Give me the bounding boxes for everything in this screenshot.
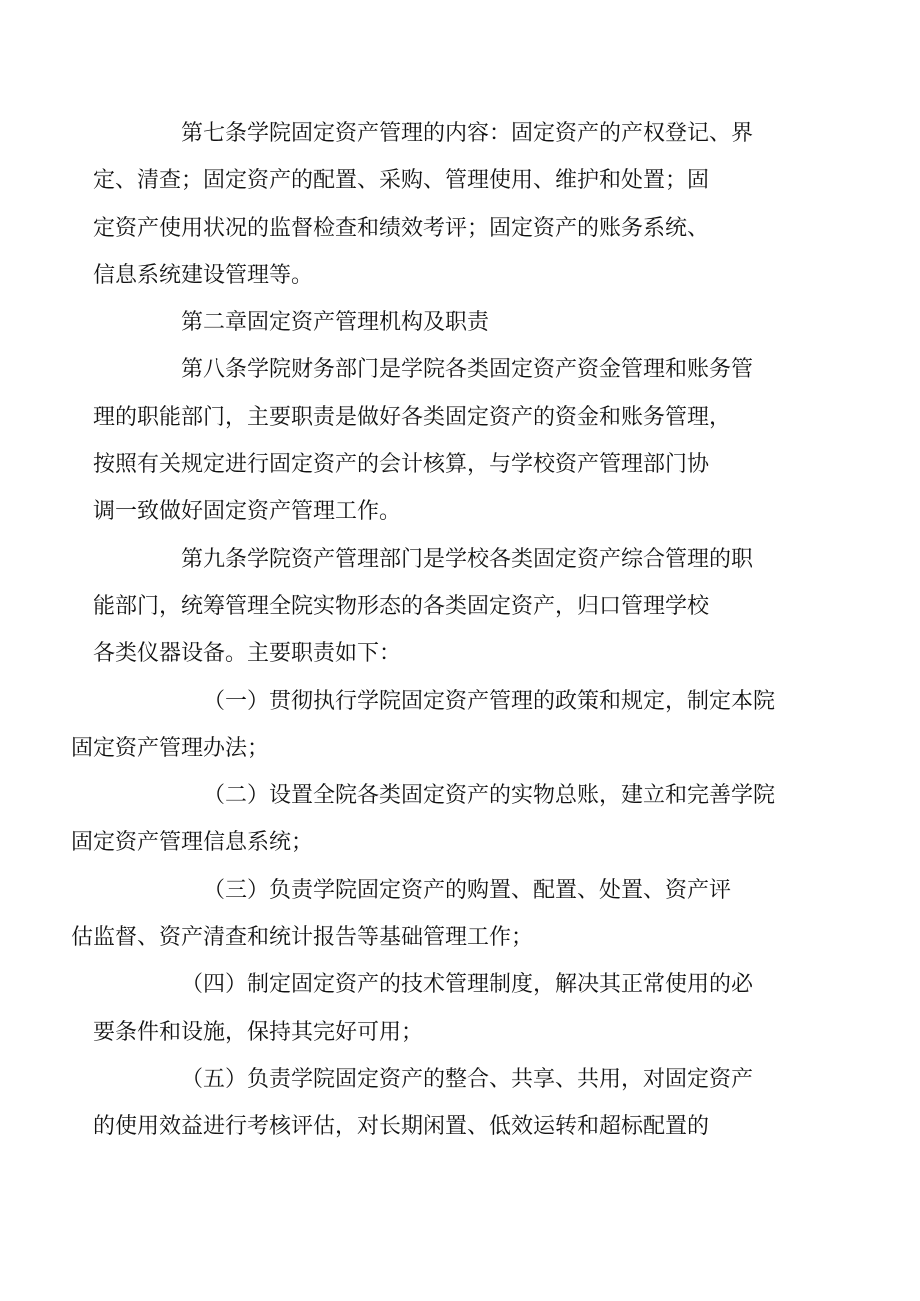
article-7-paragraph [93, 110, 797, 299]
text-line: 按照有关规定进行固定资产的会计核算，与学校资产管理部门协 [93, 452, 710, 478]
item-5-paragraph [93, 1056, 797, 1151]
text-line: （二）设置全院各类固定资产的实物总账，建立和完善学院 [203, 783, 776, 809]
item-3-paragraph [71, 867, 797, 962]
article-8-paragraph [93, 346, 797, 535]
text-line: 能部门，统筹管理全院实物形态的各类固定资产，归口管理学校 [93, 593, 710, 619]
text-line: 第九条学院资产管理部门是学校各类固定资产综合管理的职 [181, 546, 754, 572]
text-line: 固定资产管理办法； [71, 735, 270, 761]
text-line: （四）制定固定资产的技术管理制度，解决其正常使用的必 [181, 972, 754, 998]
text-line: 要条件和设施，保持其完好可用； [93, 1019, 424, 1045]
text-line: 的使用效益进行考核评估，对长期闲置、低效运转和超标配置的 [93, 1114, 710, 1140]
item-2-paragraph [71, 772, 797, 867]
text-line: 定资产使用状况的监督检查和绩效考评；固定资产的账务系统、 [93, 215, 710, 241]
text-line: 信息系统建设管理等。 [93, 262, 314, 288]
text-line: 各类仪器设备。主要职责如下： [93, 641, 402, 667]
chapter-heading [137, 299, 797, 346]
text-line: 理的职能部门，主要职责是做好各类固定资产的资金和账务管理， [93, 404, 732, 430]
text-line: （三）负责学院固定资产的购置、配置、处置、资产评 [203, 877, 732, 903]
document-body [71, 110, 797, 1151]
text-line: （一）贯彻执行学院固定资产管理的政策和规定，制定本院 [203, 688, 776, 714]
text-line: 定、清查；固定资产的配置、采购、管理使用、维护和处置；固 [93, 168, 710, 194]
text-line: 第八条学院财务部门是学院各类固定资产资金管理和账务管 [181, 357, 754, 383]
text-line: （五）负责学院固定资产的整合、共享、共用，对固定资产 [181, 1066, 754, 1092]
text-line: 估监督、资产清查和统计报告等基础管理工作； [71, 925, 534, 951]
item-1-paragraph [71, 678, 797, 773]
text-line: 调一致做好固定资产管理工作。 [93, 499, 402, 525]
article-9-paragraph [93, 536, 797, 678]
text-line: 固定资产管理信息系统； [71, 830, 314, 856]
text-line: 第七条学院固定资产管理的内容：固定资产的产权登记、界 [181, 121, 754, 146]
text-line: 第二章固定资产管理机构及职责 [181, 310, 490, 336]
item-4-paragraph [93, 961, 797, 1056]
